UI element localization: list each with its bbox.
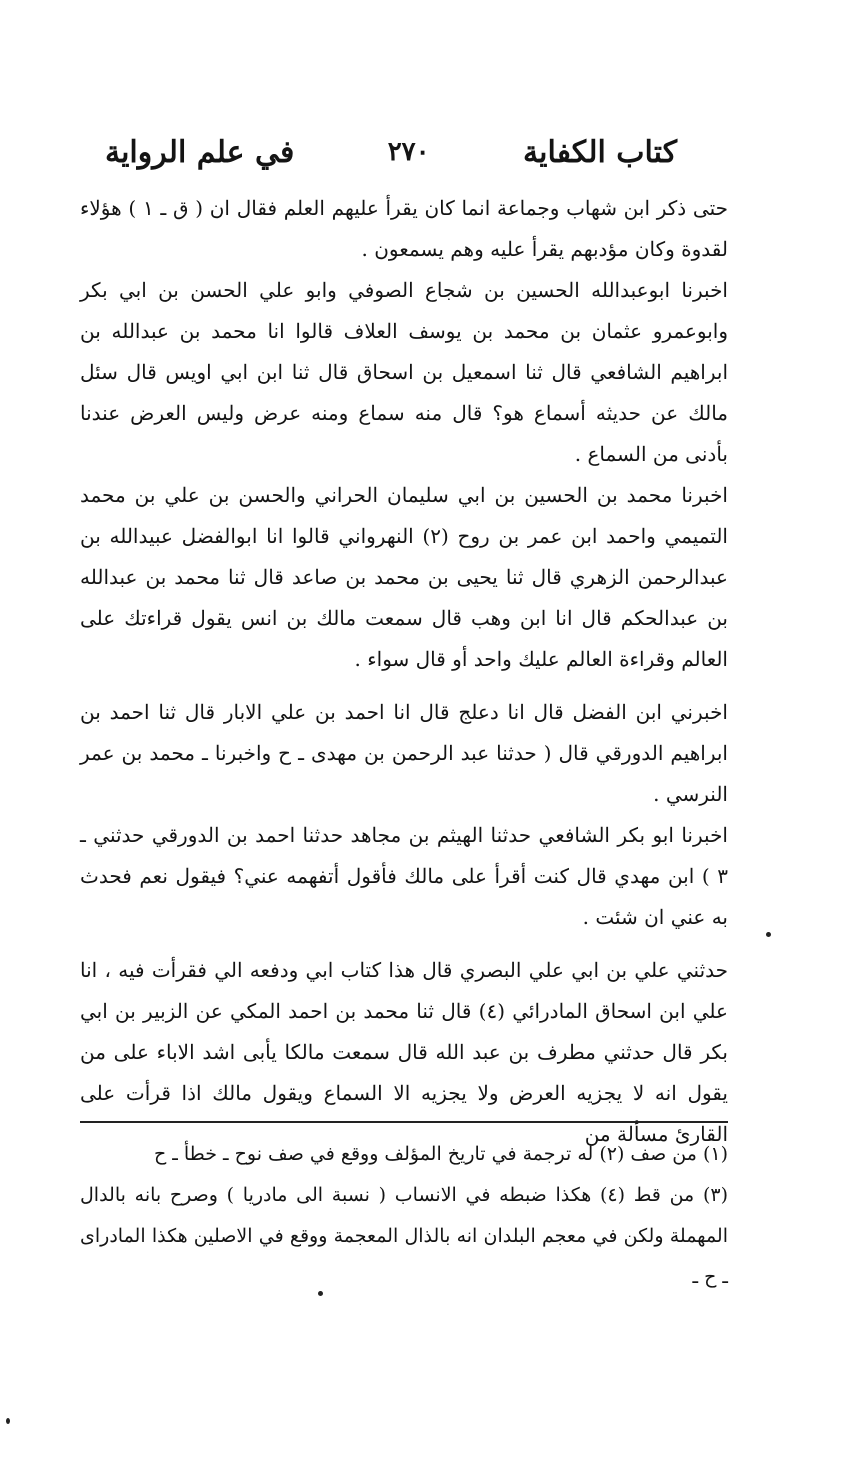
page-header [105, 128, 677, 176]
ink-speck [318, 1291, 323, 1296]
footnote-1: (١) من صف (٢) له ترجمة في تاريخ المؤلف ووقع في صف نوح ـ خطأ ـ ح [153, 1143, 728, 1165]
footnote-divider [80, 1121, 728, 1123]
book-title: كتاب الكفاية [523, 134, 677, 170]
paragraph-5: اخبرنا ابو بكر الشافعي حدثنا الهيثم بن مجاهد حدثنا احمد بن الدورقي حدثني ـ ٣ ) ابن مهدي قال كنت أقرأ على مالك فأقول أتفهمه عني؟ فيقول نعم فحدث به عني ان شئت . [80, 823, 728, 929]
page-number: ٢٧٠ [387, 137, 430, 167]
paragraph-3: اخبرنا محمد بن الحسين بن ابي سليمان الحراني والحسن بن علي بن محمد التميمي واحمد ابن عمر بن روح (٢) النهرواني قالوا انا ابوالفضل عبيدالله بن عبدالرحمن الزهري قال ثنا يحيى بن محمد بن صاعد قال ثنا محمد بن عبدالله بن عبدالحكم قال انا ابن وهب قال سمعت مالك بن انس يقول قراءتك على العالم وقراءة العالم عليك واحد أو قال سواء . [80, 483, 728, 671]
subject-title: في علم الرواية [105, 134, 295, 170]
footnotes [80, 1134, 728, 1298]
ink-speck [6, 1418, 10, 1424]
footnote-2: (٣) من قط (٤) هكذا ضبطه في الانساب ( نسبة الى مادريا ) وصرح بانه بالدال المهملة ولكن في معجم البلدان انه بالذال المعجمة ووقع في الاصلين هكذا المادراى ـ ح ـ [80, 1184, 729, 1288]
paragraph-1: حتى ذكر ابن شهاب وجماعة انما كان يقرأ عليهم العلم فقال ان ( ق ـ ١ ) هؤلاء لقدوة وكان مؤدبهم يقرأ عليه وهم يسمعون . [80, 196, 728, 261]
main-text [80, 188, 728, 1155]
paragraph-6: حدثني علي بن ابي علي البصري قال هذا كتاب ابي ودفعه الي فقرأت فيه ، انا علي ابن اسحاق المادرائي (٤) قال ثنا محمد بن احمد المكي عن الزبير بن ابي بكر قال حدثني مطرف بن عبد الله قال سمعت مالكا يأبى اشد الاباء على من يقول انه لا يجزيه العرض ولا يجزيه الا السماع ويقول مالك اذا قرأت على القارئ مسألة من [80, 958, 728, 1146]
ink-speck [766, 932, 771, 937]
paragraph-4: اخبرني ابن الفضل قال انا دعلج قال انا احمد بن علي الابار قال ثنا احمد بن ابراهيم الدورقي قال ( حدثنا عبد الرحمن بن مهدى ـ ح واخبرنا ـ محمد بن عمر النرسي . [80, 700, 728, 806]
paragraph-2: اخبرنا ابوعبدالله الحسين بن شجاع الصوفي وابو علي الحسن بن ابي بكر وابوعمرو عثمان بن محمد بن يوسف العلاف قالوا انا محمد بن عبدالله بن ابراهيم الشافعي قال ثنا اسمعيل بن اسحاق قال ثنا ابن ابي اويس قال سئل مالك عن حديثه أسماع هو؟ قال منه سماع ومنه عرض وليس العرض عندنا بأدنى من السماع . [80, 278, 728, 466]
